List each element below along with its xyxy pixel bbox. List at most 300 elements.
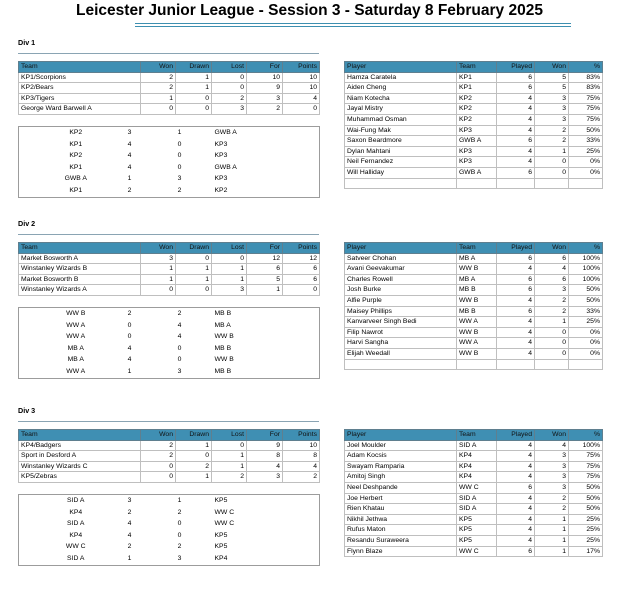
player-row [345,348,603,359]
player-name: Flynn Blaze [345,546,457,557]
player-team: WW B [457,348,497,359]
player-row [345,146,603,157]
away-team: KP3 [214,140,228,148]
player-header-cell: Played [497,243,535,254]
player-name: Elijah Weedall [345,348,457,359]
player-stat: 0 [535,167,569,178]
title-underline-2 [135,26,571,27]
away-team: MB B [214,367,232,375]
home-team: WW A [66,333,86,341]
player-stat: 6 [535,274,569,285]
home-team: KP4 [69,531,83,539]
player-row [345,514,603,525]
league-cell: 3 [212,285,247,296]
division-divider [18,234,319,235]
player-stat: 6 [497,136,535,147]
away-team: WW B [214,356,234,364]
score: 4 [127,531,132,539]
league-cell: 2 [141,440,176,451]
score: 4 [127,163,132,171]
score: 1 [127,367,132,375]
player-stat [535,359,569,370]
away-team: KP5 [214,543,228,551]
score: 0 [127,333,132,341]
player-team: KP5 [457,525,497,536]
player-header-cell: Team [457,430,497,441]
result-row [19,518,320,530]
league-cell: 12 [283,253,320,264]
player-row [345,306,603,317]
player-stat: 1 [535,146,569,157]
player-team: WW B [457,295,497,306]
player-stat: 83% [569,83,603,94]
score: 0 [177,531,182,539]
player-team: KP3 [457,146,497,157]
league-cell: 9 [247,440,283,451]
league-cell: 3 [212,104,247,115]
player-stat: 6 [497,482,535,493]
player-header-cell: % [569,62,603,73]
player-name: Muhammad Osman [345,114,457,125]
player-row [345,178,603,189]
player-team: WW B [457,327,497,338]
player-stat: 50% [569,295,603,306]
score: 2 [177,508,182,516]
player-row [345,461,603,472]
player-stat: 0% [569,167,603,178]
league-cell: 0 [141,285,176,296]
player-team [457,178,497,189]
result-row [19,507,320,519]
player-name: Swayam Ramparia [345,461,457,472]
team-name: Sport in Desford A [19,451,141,462]
league-table [18,242,320,296]
player-stat: 6 [497,72,535,83]
player-team: KP2 [457,114,497,125]
player-stat: 4 [497,451,535,462]
player-team: SID A [457,504,497,515]
player-stat: 3 [535,104,569,115]
player-stat: 25% [569,146,603,157]
away-team: GWB A [214,129,237,136]
player-stat [497,178,535,189]
player-header-cell: % [569,430,603,441]
home-team: MB A [67,356,84,364]
player-stat: 4 [497,264,535,275]
player-header-cell: Team [457,62,497,73]
player-row [345,136,603,147]
league-cell: 6 [283,274,320,285]
player-row [345,317,603,328]
player-name: Kanvarveer Singh Bedi [345,317,457,328]
league-cell: 2 [176,461,212,472]
team-name: KP1/Scorpions [19,72,141,83]
result-row [19,366,320,378]
player-stat: 4 [497,440,535,451]
player-table [344,429,603,557]
player-stat: 50% [569,285,603,296]
player-name: Nikhil Jethwa [345,514,457,525]
player-row [345,327,603,338]
league-cell: 2 [212,93,247,104]
team-name: Market Bosworth A [19,253,141,264]
player-row [345,253,603,264]
player-stat: 3 [535,93,569,104]
player-stat: 25% [569,535,603,546]
score: 3 [177,367,182,375]
home-team: KP4 [69,508,83,516]
player-stat: 4 [497,504,535,515]
league-cell: 3 [141,253,176,264]
player-stat: 4 [497,125,535,136]
player-stat: 3 [535,472,569,483]
league-header-cell: Lost [212,62,247,73]
player-stat: 5 [535,72,569,83]
result-row [19,553,320,565]
league-row [19,264,320,275]
result-row [19,173,320,185]
team-name: KP2/Bears [19,83,141,94]
team-name: KP3/Tigers [19,93,141,104]
player-stat: 0 [535,338,569,349]
home-team: WW B [66,310,86,317]
score: 0 [177,344,182,352]
home-team: WW C [65,543,86,551]
division-label: Div 1 [18,38,36,47]
league-cell: 1 [141,93,176,104]
player-stat: 0 [535,157,569,168]
player-table [344,242,603,370]
player-stat: 100% [569,264,603,275]
player-team: SID A [457,493,497,504]
player-stat: 25% [569,525,603,536]
league-row [19,83,320,94]
player-row [345,93,603,104]
player-stat: 0% [569,157,603,168]
league-header-cell: For [247,430,283,441]
player-name: Rien Khatau [345,504,457,515]
player-team: GWB A [457,136,497,147]
away-team: GWB A [214,163,237,171]
league-header-cell: Team [19,62,141,73]
player-team: KP5 [457,535,497,546]
player-name: Filip Nawrot [345,327,457,338]
league-header-cell: Points [283,243,320,254]
league-cell: 8 [283,451,320,462]
league-cell: 1 [176,472,212,483]
result-row [19,541,320,553]
player-team: MB A [457,274,497,285]
score: 1 [127,554,132,562]
league-header-cell: Won [141,243,176,254]
league-cell: 1 [176,274,212,285]
player-stat: 0% [569,338,603,349]
home-team: WW A [66,321,86,329]
player-stat: 100% [569,440,603,451]
player-stat: 0 [535,327,569,338]
player-row [345,440,603,451]
player-name: Amitoj Singh [345,472,457,483]
league-cell: 2 [247,104,283,115]
score: 4 [127,140,132,148]
result-row [19,308,320,320]
player-stat: 75% [569,472,603,483]
league-row [19,93,320,104]
score: 2 [177,543,182,551]
away-team: WW C [214,520,235,528]
away-team: MB B [214,310,232,317]
score: 0 [127,321,132,329]
league-table [18,61,320,115]
result-row [19,343,320,355]
league-header-cell: Won [141,62,176,73]
score: 2 [177,310,182,317]
player-name [345,178,457,189]
league-cell: 0 [141,461,176,472]
player-stat: 4 [497,157,535,168]
player-stat: 6 [497,306,535,317]
home-team: KP1 [69,163,83,171]
league-header-cell: Team [19,430,141,441]
player-stat: 6 [497,253,535,264]
player-stat: 25% [569,317,603,328]
player-stat: 6 [497,167,535,178]
result-row [19,331,320,343]
league-cell: 0 [212,72,247,83]
player-name: Satveer Chohan [345,253,457,264]
player-name: Charles Rowell [345,274,457,285]
league-cell: 6 [247,264,283,275]
away-team: KP2 [214,186,228,194]
team-name: KP4/Badgers [19,440,141,451]
title-underline [135,23,571,24]
player-team: KP2 [457,104,497,115]
league-header-cell: For [247,243,283,254]
player-stat: 75% [569,114,603,125]
player-row [345,472,603,483]
home-team: WW A [66,367,86,375]
score: 3 [127,129,132,136]
player-name: Rufus Maton [345,525,457,536]
league-cell: 1 [176,440,212,451]
league-cell: 1 [176,83,212,94]
league-cell: 12 [247,253,283,264]
home-team: KP1 [69,186,83,194]
player-name: Neil Fernandez [345,157,457,168]
player-name [345,359,457,370]
league-cell: 0 [212,253,247,264]
player-team: WW B [457,264,497,275]
player-team: SID A [457,440,497,451]
player-stat: 4 [497,514,535,525]
player-row [345,535,603,546]
player-stat: 4 [497,317,535,328]
player-stat: 75% [569,451,603,462]
score: 1 [177,129,182,136]
league-cell: 1 [141,264,176,275]
player-team: KP1 [457,72,497,83]
result-row [19,354,320,366]
player-stat: 33% [569,306,603,317]
player-stat: 5 [535,83,569,94]
player-name: Dylan Mahtani [345,146,457,157]
league-cell: 1 [212,274,247,285]
league-cell: 8 [247,451,283,462]
player-stat: 4 [497,146,535,157]
result-row [19,530,320,542]
player-name: Joe Herbert [345,493,457,504]
league-cell: 1 [176,72,212,83]
away-team: KP3 [214,175,228,183]
score: 3 [177,175,182,183]
league-row [19,285,320,296]
player-name: Niam Kotecha [345,93,457,104]
player-row [345,338,603,349]
away-team: MB B [214,344,232,352]
league-header-cell: Lost [212,243,247,254]
player-row [345,285,603,296]
player-stat: 6 [497,83,535,94]
player-stat: 75% [569,104,603,115]
player-team: KP2 [457,93,497,104]
league-row [19,472,320,483]
player-stat: 100% [569,253,603,264]
player-stat: 4 [497,338,535,349]
player-stat: 25% [569,514,603,525]
player-name: Will Halliday [345,167,457,178]
player-stat: 4 [497,525,535,536]
home-team: MB A [67,344,84,352]
league-cell: 1 [247,285,283,296]
player-stat: 4 [535,264,569,275]
away-team: KP5 [214,531,228,539]
player-table [344,61,603,189]
player-name: Maisey Phillips [345,306,457,317]
away-team: KP5 [214,497,228,504]
player-team: KP4 [457,461,497,472]
player-stat: 3 [535,285,569,296]
player-name: Josh Burke [345,285,457,296]
player-stat: 1 [535,535,569,546]
player-row [345,295,603,306]
player-header-cell: Won [535,243,569,254]
player-stat: 0% [569,327,603,338]
score: 0 [177,163,182,171]
league-header-cell: Drawn [176,243,212,254]
player-stat: 1 [535,317,569,328]
home-team: KP1 [69,140,83,148]
league-cell: 0 [141,104,176,115]
player-header-cell: Player [345,430,457,441]
score: 2 [127,186,132,194]
player-stat: 75% [569,93,603,104]
player-stat: 4 [497,93,535,104]
league-cell: 1 [176,264,212,275]
player-row [345,359,603,370]
player-header-cell: Team [457,243,497,254]
home-team: SID A [67,554,85,562]
away-team: KP3 [214,152,228,160]
player-stat: 50% [569,504,603,515]
player-header-cell: Player [345,243,457,254]
league-cell: 1 [141,274,176,285]
player-row [345,451,603,462]
player-stat: 4 [497,114,535,125]
player-row [345,83,603,94]
team-name: George Ward Barwell A [19,104,141,115]
league-cell: 10 [283,72,320,83]
player-stat: 100% [569,274,603,285]
division-divider [18,421,319,422]
league-cell: 1 [212,451,247,462]
player-stat: 75% [569,461,603,472]
player-row [345,104,603,115]
team-name: Winstanley Wizards C [19,461,141,472]
league-cell: 3 [247,472,283,483]
player-name: Harvi Sangha [345,338,457,349]
player-stat: 50% [569,493,603,504]
league-cell: 10 [283,83,320,94]
league-cell: 6 [283,264,320,275]
score: 0 [177,520,182,528]
league-cell: 0 [283,285,320,296]
league-header-cell: Team [19,243,141,254]
league-cell: 10 [283,440,320,451]
player-stat: 1 [535,525,569,536]
player-name: Alfie Purple [345,295,457,306]
player-stat: 2 [535,306,569,317]
home-team: KP2 [69,152,83,160]
result-row [19,495,320,507]
league-cell: 0 [283,104,320,115]
player-name: Neel Deshpande [345,482,457,493]
league-cell: 4 [283,461,320,472]
player-stat: 4 [497,104,535,115]
league-cell: 0 [176,93,212,104]
league-cell: 2 [141,72,176,83]
league-cell: 1 [212,461,247,472]
score: 4 [177,333,182,341]
player-row [345,114,603,125]
league-cell: 5 [247,274,283,285]
player-stat: 4 [497,327,535,338]
score: 2 [177,186,182,194]
player-header-cell: Played [497,62,535,73]
player-row [345,125,603,136]
results-table [18,307,320,379]
player-stat: 4 [535,440,569,451]
player-stat [569,178,603,189]
player-stat [497,359,535,370]
player-stat: 4 [497,472,535,483]
league-header-cell: Drawn [176,430,212,441]
league-cell: 0 [176,451,212,462]
league-header-cell: Lost [212,430,247,441]
player-team: WW A [457,317,497,328]
score: 2 [127,543,132,551]
player-stat: 3 [535,451,569,462]
player-team: WW C [457,546,497,557]
player-stat: 6 [497,285,535,296]
league-row [19,253,320,264]
league-cell: 10 [247,72,283,83]
player-team: KP5 [457,514,497,525]
player-stat: 6 [497,274,535,285]
player-stat: 4 [497,493,535,504]
player-row [345,274,603,285]
player-team: GWB A [457,167,497,178]
player-name: Hamza Caratela [345,72,457,83]
